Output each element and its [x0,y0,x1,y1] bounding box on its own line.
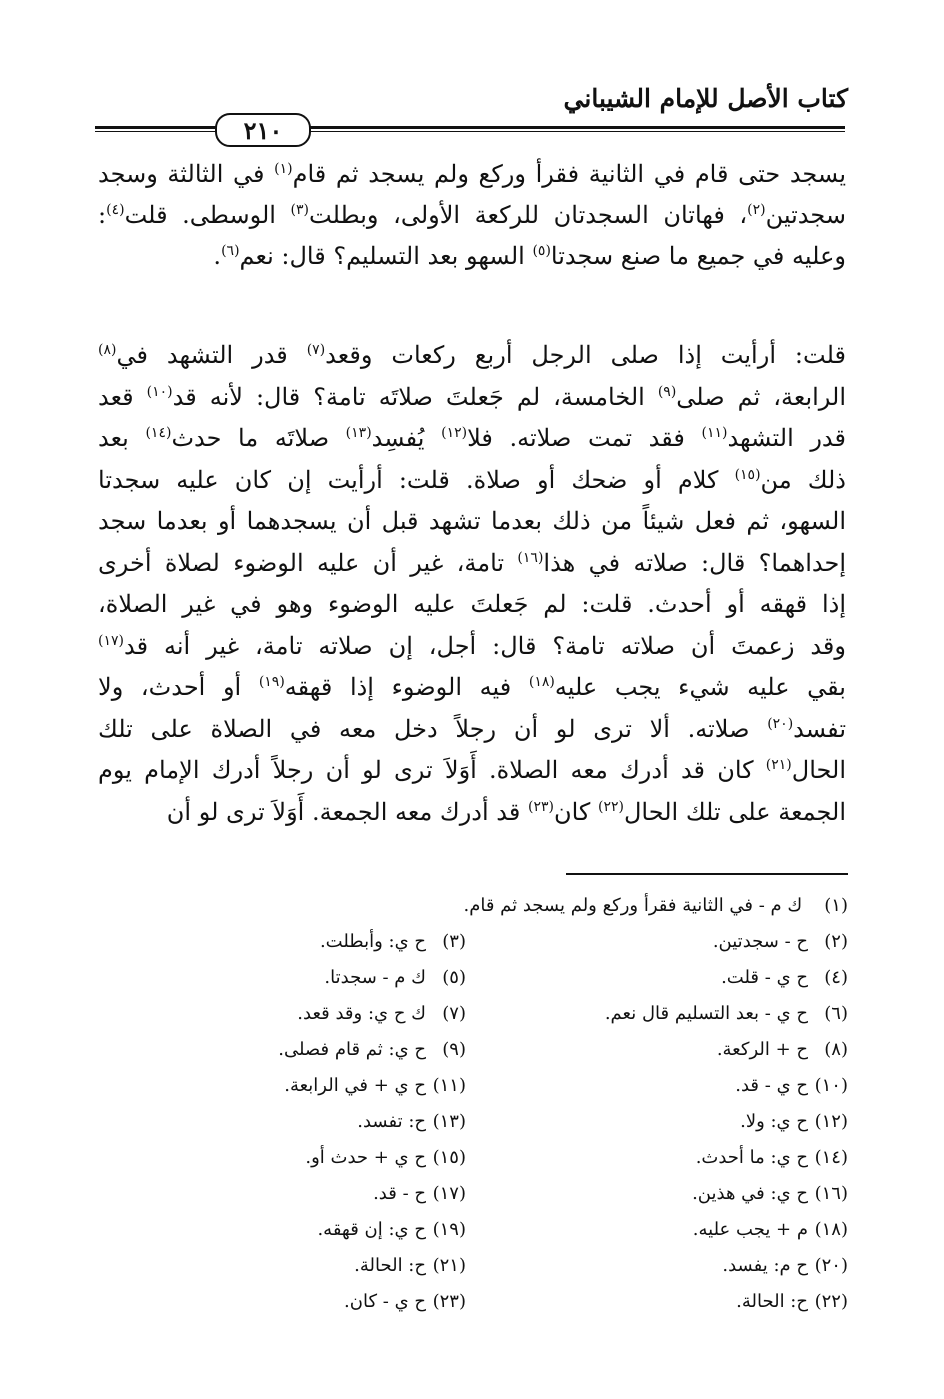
text-segment: قدر التشهد في [116,341,307,369]
footnote-item [88,1284,466,1320]
paragraph-2 [98,335,846,833]
footnote-text: ح: الحالة. [736,1291,808,1312]
footnote-item [466,1068,848,1104]
footnote-marker: (٢٠) [767,715,794,732]
footnote-item [88,1068,466,1104]
footnote-number: (١) [824,895,848,916]
footnote-number: (٨) [824,1039,848,1060]
text-segment: يُفسِد [371,424,442,452]
footnote-text: ح ي - قلت. [721,967,808,988]
footnote-item [466,1212,848,1248]
text-line [98,418,846,460]
paragraph-1 [98,154,846,277]
footnote-marker: (١١) [701,425,728,441]
footnote-text: ح - سجدتين. [712,931,808,952]
footnote-text: ح م: يفسد. [722,1255,808,1276]
footnote-text: ح ي - كان. [344,1291,426,1312]
footnote-marker: (١٦) [517,549,544,566]
text-segment: إذا قهقه أو أحدث. قلت: لم جَعلتَ عليه الوضوء وهو في غير الصلاة، [98,590,846,618]
text-line [98,195,846,236]
footnote-text: ح - قد. [373,1183,426,1204]
header-rule-thin [95,131,845,132]
footnote-number: (٢٢) [814,1291,848,1312]
text-segment: الرابعة، ثم صلى [676,382,847,411]
footnote-text: ح ي: ثم قام فصلى. [278,1039,426,1060]
footnote-item [466,960,848,996]
text-segment: قدر التشهد [727,424,847,452]
text-segment: يسجد حتى قام في الثانية فقرأ وركع ولم يسجد ثم قام [292,160,847,188]
footnote-marker: (٣) [290,202,310,218]
footnote-number: (٦) [824,1003,848,1024]
footnote-number: (١٣) [432,1111,466,1132]
text-line [98,335,846,377]
page-number: ٢١٠ [215,113,311,147]
footnote-text: ك ح ي: وقد قعد. [297,1003,426,1024]
text-line [98,584,846,626]
text-segment: الحال [791,756,846,784]
footnote-item [88,1104,466,1140]
footnote-marker: (١٧) [98,632,124,649]
footnote-marker: (١٠) [146,383,173,400]
footnote-text: ح ي + في الرابعة. [284,1075,426,1096]
text-segment: بعد [98,424,146,452]
page-header [95,84,850,164]
text-segment: في الثالثة وسجد [98,160,275,188]
footnote-marker: (١٢) [441,425,468,441]
running-title: كتاب الأصل للإمام الشيباني [563,84,848,113]
text-line [98,543,846,585]
text-segment: قد أدرك معه الجمعة. أَوَلاَ ترى لو أن [166,797,528,826]
footnote-marker: (٢٢) [597,798,624,815]
text-segment: الخامسة، لم جَعلتَ صلاتَه تامة؟ قال: لأنه قد [172,382,658,411]
footnote-marker: (١٨) [528,674,555,690]
text-line [98,236,846,277]
footnote-marker: (١) [274,161,293,177]
text-segment: السهو بعد التسليم؟ قال: نعم [239,242,533,270]
footnote-marker: (٤) [106,202,125,218]
text-line [98,709,846,751]
text-segment: . [213,242,222,270]
footnote-text: ح: تفسد. [357,1111,426,1132]
text-line [98,750,846,792]
footnote-marker: (٨) [98,342,117,358]
text-segment: الوسطى. قلت [124,201,291,229]
footnote-text: ح ي - بعد التسليم قال نعم. [604,1003,808,1024]
text-segment: صلاته. ألا ترى لو أن رجلاً دخل معه في الصلاة على تلك [98,714,768,743]
footnote-marker: (٢١) [765,757,792,773]
text-segment: كان [553,797,598,826]
footnote-number: (٥) [442,967,466,988]
footnote-marker: (١٣) [345,425,372,441]
text-segment: السهو، ثم فعل شيئاً من ذلك بعدما تشهد قبل أن يسجدهما أو بعدما سجد [98,507,846,535]
footnote-item [88,1212,466,1248]
footnote-text: ك م - سجدتا. [324,967,426,988]
footnote-text: ح ي: وأبطلت. [319,931,426,952]
footnote-item [88,960,466,996]
text-segment: تفسد [793,714,846,743]
text-segment: وعليه في جميع ما صنع سجدتا [550,242,846,270]
footnote-number: (١١) [432,1075,466,1096]
footnote-item [88,924,466,960]
text-segment: إحداهما؟ قال: صلاته في هذا [543,548,846,577]
footnote-number: (٢) [824,931,848,952]
footnote-item [466,1104,848,1140]
footnote-marker: (٦) [221,243,240,259]
text-line [98,460,846,502]
header-rule [95,126,845,129]
footnote-text: ح ي: ولا. [740,1111,808,1132]
footnote-marker: (١٩) [258,674,285,690]
text-segment: كان قد أدرك معه الصلاة. أَوَلاَ ترى لو أن رجلاً أدرك الإمام يوم [98,756,766,784]
footnote-text: ح ي - قد. [735,1075,808,1096]
text-segment: صلاتَه ما حدث [171,424,346,452]
footnote-number: (٣) [442,931,466,952]
text-line [98,626,846,668]
footnote-text: م + يجب عليه. [692,1219,808,1240]
footnote-number: (١٨) [814,1219,848,1240]
footnote-number: (٤) [824,967,848,988]
footnote-number: (١٠) [814,1075,848,1096]
text-segment: فقد تمت صلاته. فلا [467,424,702,452]
footnote-number: (١٧) [432,1183,466,1204]
footnote-number: (٢٣) [432,1291,466,1312]
footnote-text: ح: الحالة. [354,1255,426,1276]
footnotes [88,888,848,1320]
text-line [98,667,846,709]
footnote-marker: (٢٣) [528,798,554,815]
footnote-number: (٢٠) [814,1255,848,1276]
footnote-text: ح ي: ما أحدث. [695,1147,808,1168]
text-segment: الجمعة على تلك الحال [623,797,846,826]
text-segment: سجدتين [765,201,846,229]
text-segment: وقد زعمتَ أن صلاته تامة؟ قال: أجل، إن صلاته تامة، غير أنه قد [123,631,846,660]
footnote-item [466,1032,848,1068]
footnote-text: ح ي + حدث أو. [305,1147,426,1168]
footnote-marker: (٥) [532,243,551,259]
footnote-item [88,1032,466,1068]
footnote-item [88,888,848,924]
footnote-item [466,1140,848,1176]
text-segment: قلت: أرأيت إذا صلى الرجل أربع ركعات وقعد [325,341,846,369]
text-segment: تامة، غير أن عليه الوضوء لصلاة أخرى [98,548,518,577]
footnote-number: (١٢) [814,1111,848,1132]
footnote-text: ح ي: إن قهقه. [317,1219,426,1240]
footnote-number: (١٦) [814,1183,848,1204]
footnote-text: ح ي: في هذين. [692,1183,808,1204]
text-segment: ، فهاتان السجدتان للركعة الأولى، وبطلت [309,201,748,229]
text-line [98,501,846,543]
footnote-item [466,1176,848,1212]
footnote-marker: (٢) [747,202,766,218]
footnote-number: (١٩) [432,1219,466,1240]
footnote-number: (٩) [442,1039,466,1060]
text-line [98,154,846,195]
text-segment: فيه الوضوء إذا قهقه [284,673,529,701]
footnote-number: (٢١) [432,1255,466,1276]
text-segment: أو أحدث، ولا [98,673,259,701]
footnote-marker: (٧) [306,342,326,358]
footnote-number: (١٤) [814,1147,848,1168]
footnote-item [466,1248,848,1284]
text-segment: قعد [98,382,147,411]
footnote-grid [88,924,848,1320]
footnote-item [88,1248,466,1284]
footnote-separator [566,873,848,875]
text-segment: كلام أو ضحك أو صلاة. قلت: أرأيت إن كان عليه سجدتا [98,465,735,494]
text-segment: ذلك من [760,465,846,494]
footnote-item [88,1176,466,1212]
text-line [98,792,846,834]
footnote-marker: (١٥) [734,466,761,483]
footnote-marker: (٩) [657,383,677,400]
footnote-marker: (١٤) [145,425,172,441]
footnote-item [88,996,466,1032]
footnote-item [88,1140,466,1176]
footnote-number: (٧) [442,1003,466,1024]
footnote-text: ح + الركعة. [716,1039,808,1060]
footnote-text: ك م - في الثانية فقرأ وركع ولم يسجد ثم قام. [463,895,803,916]
footnote-number: (١٥) [432,1147,466,1168]
footnote-item [466,924,848,960]
text-segment: : [98,201,107,229]
footnote-item [466,1284,848,1320]
text-line [98,377,846,419]
text-segment: بقي عليه شيء يجب عليه [554,673,846,701]
footnote-item [466,996,848,1032]
